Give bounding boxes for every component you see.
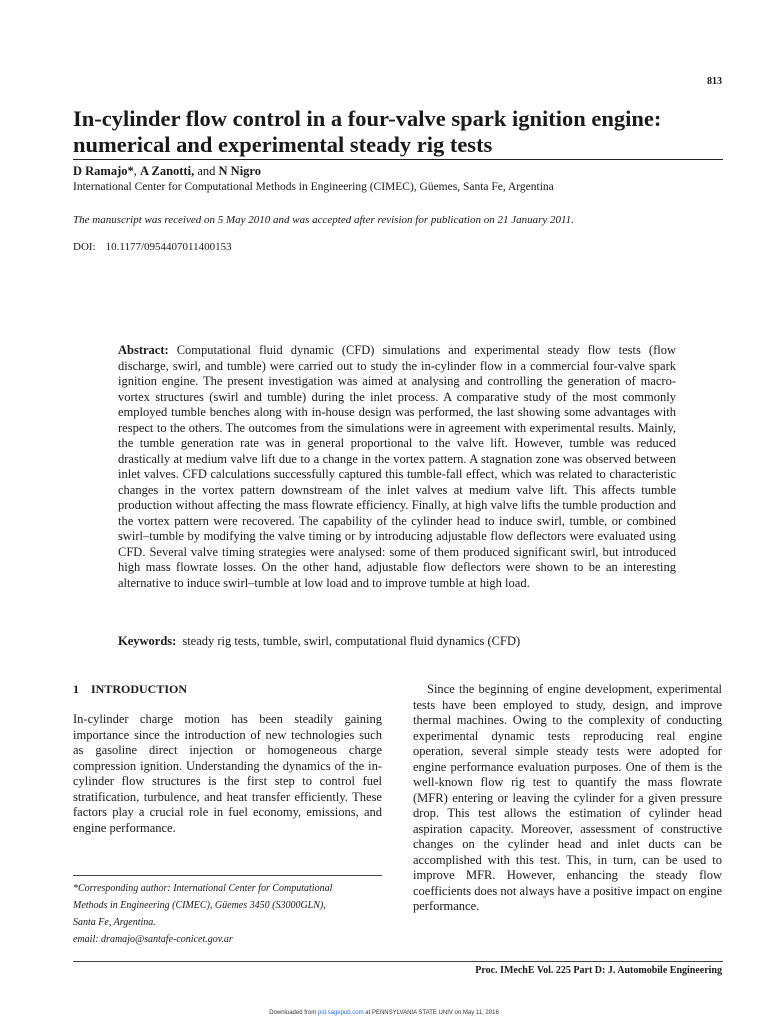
title-rule [73, 159, 723, 160]
paper-title: In-cylinder flow control in a four-valve spark ignition engine: numerical and experimental steady rig tests [73, 106, 662, 157]
section-title: INTRODUCTION [91, 682, 188, 696]
author-and: and [194, 164, 219, 178]
keywords [118, 634, 520, 649]
corresponding-author-footnote [73, 880, 382, 948]
footnote-line: Santa Fe, Argentina. [73, 917, 156, 928]
doi-label: DOI: [73, 241, 96, 253]
keywords-label: Keywords: [118, 634, 177, 648]
intro-paragraph-right: Since the beginning of engine development, experimental tests have been employed to study, design, and improve thermal machines. Owing to the complexity of conducting experimental dynamic tests reproducing real engine operation, several simple steady tests were adopted for engine performance evaluation purposes. One of them is the well-known flow rig test to quantify the mass flowrate (MFR) entering or leaving the cylinder for a given pressure drop. This test allows the estimation of cylinder head aspiration capacity. Moreover, assessment of constructive changes on the cylinder head and inlet ducts can be accomplished with this test. This, in turn, can be used to improve MFR. However, enhancing the steady flow coefficients does not always have a positive impact on engine performance. [413, 682, 722, 913]
doi-line [73, 241, 232, 253]
page-number: 813 [707, 76, 722, 87]
download-suffix: at PENNSYLVANIA STATE UNIV on May 11, 2016 [363, 1010, 499, 1016]
footnote-line: Methods in Engineering (CIMEC), Güemes 3450 (S3000GLN), [73, 900, 326, 911]
doi-value[interactable]: 10.1177/0954407011400153 [105, 241, 232, 253]
download-prefix: Downloaded from [269, 1010, 318, 1016]
journal-footer: Proc. IMechE Vol. 225 Part D: J. Automobile Engineering [475, 965, 722, 976]
author-list [73, 164, 261, 179]
author-ramajo: D Ramajo* [73, 164, 134, 178]
abstract-label: Abstract: [118, 343, 169, 357]
footnote-line: *Corresponding author: International Center for Computational [73, 883, 333, 894]
download-notice [0, 1010, 768, 1016]
section-heading-introduction [73, 682, 187, 697]
author-nigro: N Nigro [218, 164, 261, 178]
download-link[interactable]: pid.sagepub.com [317, 1010, 364, 1016]
author-zanotti: A Zanotti, [140, 164, 195, 178]
footnote-rule [73, 875, 382, 876]
intro-paragraph-left: In-cylinder charge motion has been steadily gaining importance since the introduction of new technologies such as gasoline direct injection or homogeneous charge compression ignition. Understanding the dynamics of the in-cylinder flow structures is the first step to control fuel stratification, turbulence, and heat transfer efficiently. These factors play a crucial role in fuel economy, emissions, and engine performance. [73, 712, 382, 835]
received-note: The manuscript was received on 5 May 2010 and was accepted after revision for publication on 21 January 2011. [73, 214, 574, 226]
section-number: 1 [73, 682, 79, 696]
footnote-email[interactable]: email: dramajo@santafe-conicet.gov.ar [73, 934, 233, 945]
abstract [118, 343, 676, 591]
author-separator: , [133, 164, 141, 178]
affiliation: International Center for Computational Methods in Engineering (CIMEC), Güemes, Santa Fe, Argentina [73, 181, 554, 193]
abstract-text: Computational fluid dynamic (CFD) simulations and experimental steady flow tests (flow discharge, swirl, and tumble) were carried out to study the in-cylinder flow in a commercial four-valve spark ignition engine. The present investigation was aimed at analysing and controlling the generation of macro-vortex structures (swirl and tumble) during the inlet process. A comparative study of the most commonly employed tumble benches along with in-house design was performed, the last showing some advantages with respect to the others. The outcomes from the simulations were in agreement with experimental results. Mainly, the tumble generation rate was in general proportional to the valve lift. However, tumble was reduced drastically at medium valve lift due to a change in the vortex pattern. A stagnation zone was observed between inlet valves. CFD calculations successfully captured this tumble-fall effect, which was related to characteristic changes in the vortex pattern downstream of the inlet valves at medium valve lift. This affects tumble production without affecting the mass flowrate efficiency. Finally, at high valve lifts the tumble production and the vortex pattern were recovered. The capability of the cylinder head to induce swirl, tumble, or combined swirl–tumble by modifying the valve timing or by introducing adjustable flow deflectors were evaluated using CFD. Several valve timing strategies were analysed: some of them produced significant swirl, but introduced high mass flowrate losses. On the other hand, adjustable flow deflectors were shown to be an interesting alternative to induce swirl–tumble at low load and to improve tumble at high load. [118, 343, 676, 590]
footer-rule [73, 961, 723, 962]
keywords-text: steady rig tests, tumble, swirl, computational fluid dynamics (CFD) [182, 634, 521, 648]
